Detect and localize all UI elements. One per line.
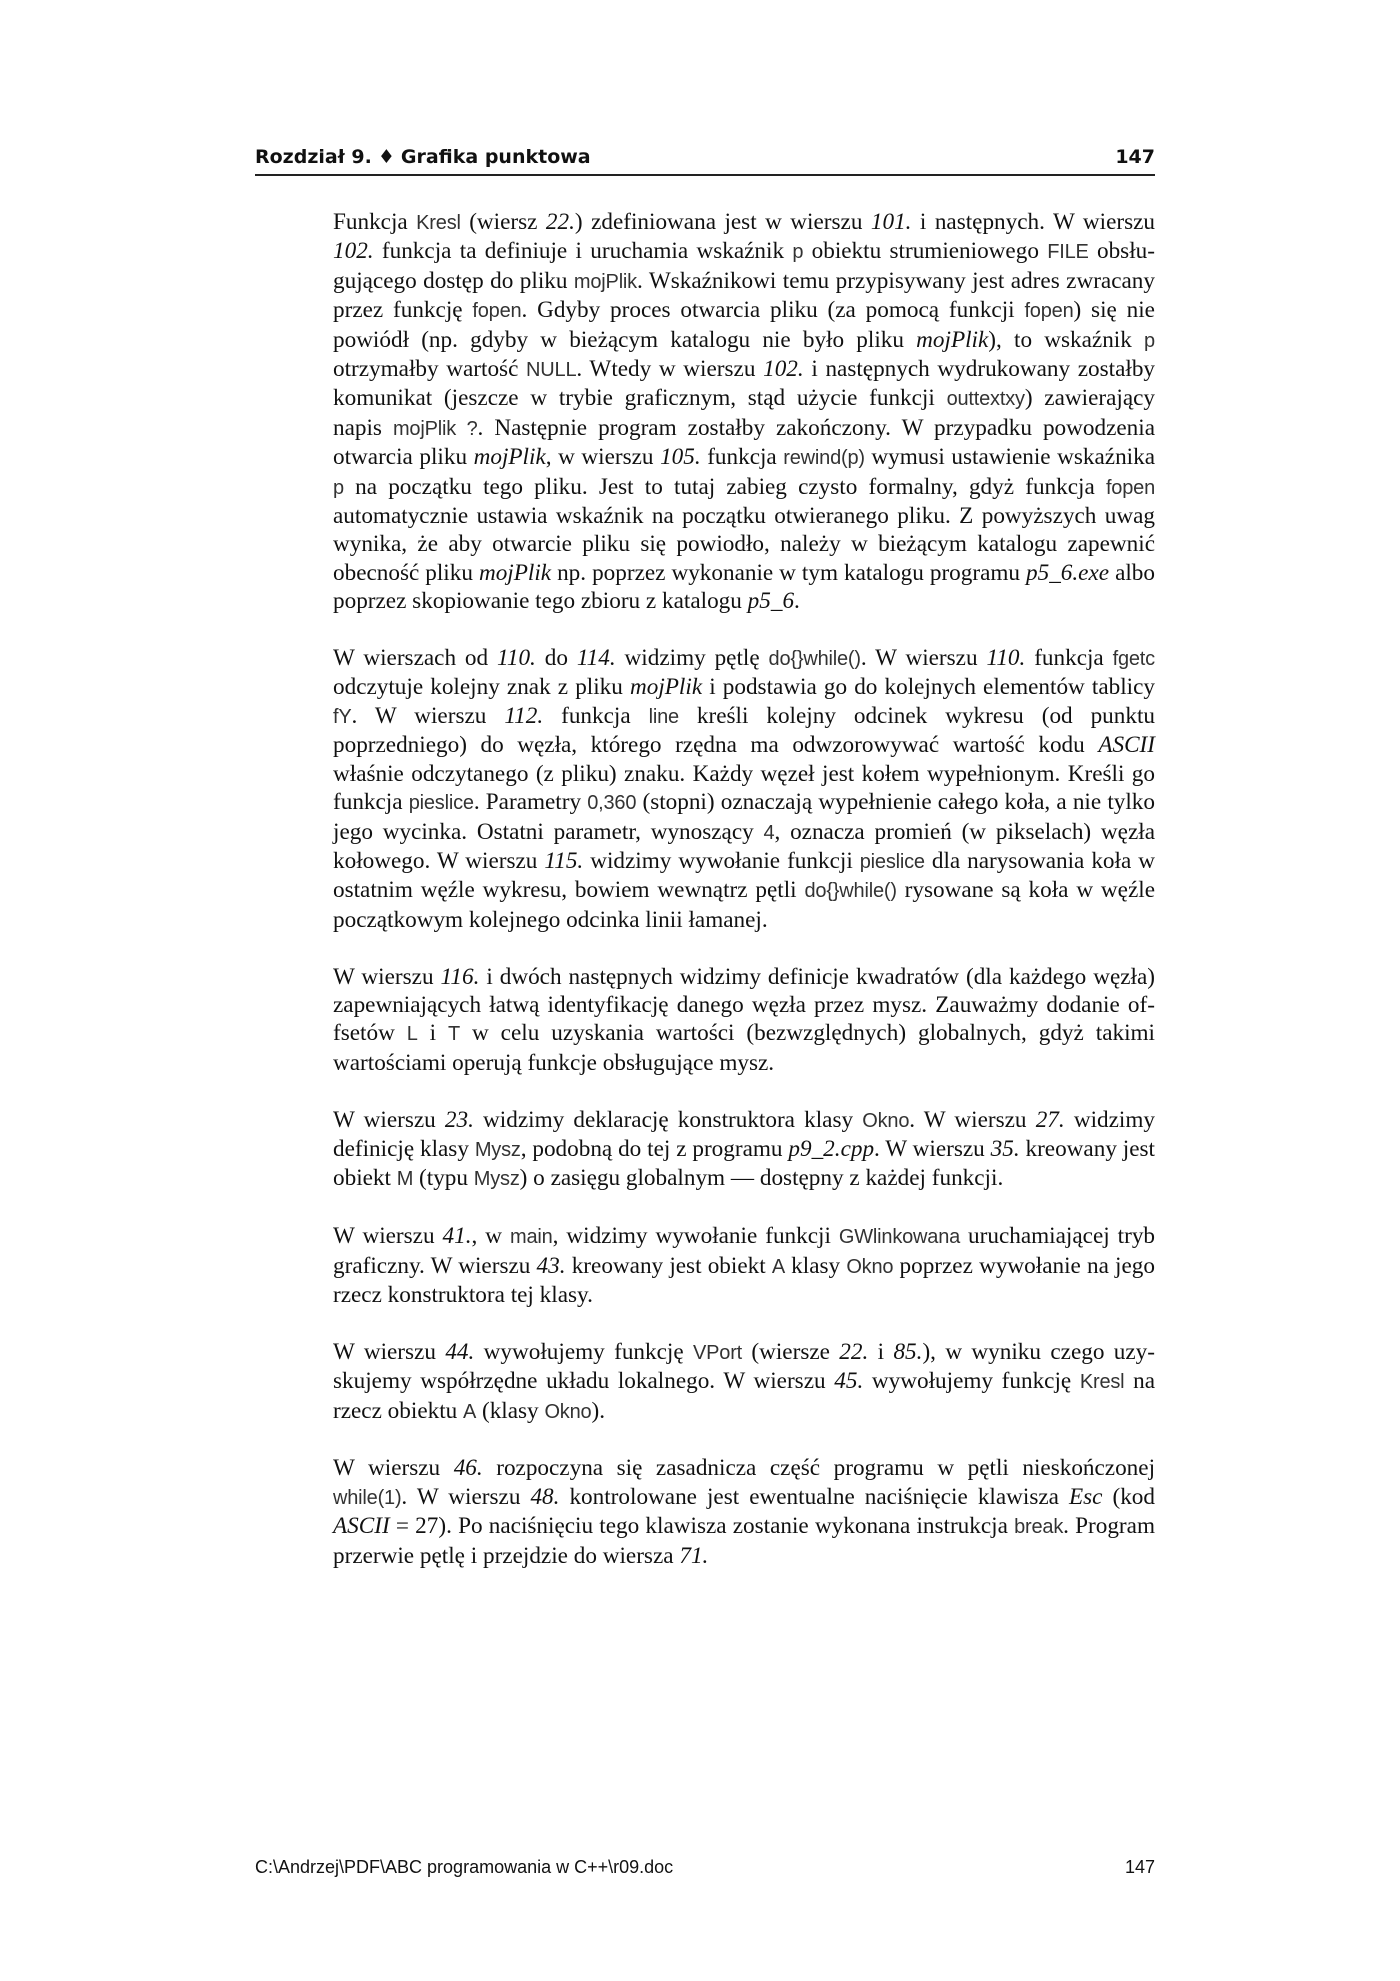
italic-term: p5_6.exe — [1026, 559, 1110, 586]
italic-term: 101. — [870, 209, 912, 235]
text-run: kontrolowane jest ewentualne naciśnięcie klawisza — [559, 1483, 1069, 1510]
text-run: do — [535, 645, 577, 672]
text-run: widzimy wywołanie funkcji — [583, 847, 860, 874]
text-run: ) zawierający napis — [333, 385, 1155, 441]
text-run: wywołujemy funkcję — [474, 1338, 693, 1365]
text-run: wymusi ustawienie wskaźnika — [864, 444, 1155, 471]
text-run: odczytuje kolejny znak z pliku — [333, 674, 630, 701]
text-run: funkcja — [543, 702, 649, 729]
text-run: ). — [591, 1397, 605, 1424]
code-term: NULL — [526, 359, 577, 382]
italic-term: 110. — [986, 645, 1026, 672]
italic-term: 112. — [504, 702, 544, 729]
text-run: . W wierszu — [351, 702, 505, 729]
text-run: otrzymałby wartość — [333, 356, 527, 383]
code-term: Kresl — [1079, 1371, 1125, 1394]
text-run: dla narysowania koła w ostatnim węźle wykresu, bowiem wewnątrz pętli — [333, 847, 1155, 904]
text-run: widzimy deklarację konstruktora klasy — [473, 1106, 863, 1133]
italic-term: ASCII — [333, 1513, 390, 1540]
text-run: . Wskaźnikowi temu przypisywany jest adres zwracany przez funkcję — [333, 267, 1155, 324]
text-run: i dwóch następnych widzimy definicje kwadratów (dla każdego węzła) zapewniających łatwą identyfikację danego węzła przez mysz. Zauważmy dodanie offsetów — [333, 963, 1155, 1047]
text-run: uruchamiającej tryb graficzny. W wierszu — [333, 1223, 1156, 1279]
code-term: fY — [333, 705, 352, 728]
running-header — [255, 146, 1155, 174]
text-run: w celu uzyskania wartości (bezwzględnych) globalnych, gdyż takimi wartościami operują funkcje obsługujące mysz. — [333, 1020, 1155, 1076]
italic-term: 85. — [893, 1338, 923, 1365]
text-run: wywołujemy funkcję — [863, 1368, 1080, 1395]
code-term: p — [333, 476, 344, 499]
text-run: W wierszu — [333, 1338, 446, 1365]
italic-term: 115. — [544, 847, 584, 874]
code-term: Okno — [846, 1255, 894, 1278]
text-run: i — [868, 1338, 894, 1365]
italic-term: 45. — [834, 1368, 864, 1395]
text-run: . W wierszu — [909, 1106, 1036, 1133]
text-run: rysowane są koła w węźle początkowym kolejnego odcinka linii łamanej. — [333, 877, 1155, 933]
text-run: , podobną do tej z programu — [520, 1135, 789, 1162]
code-term: L — [406, 1023, 418, 1046]
text-run: = 27). Po naciśnięciu tego klawisza zostanie wykonana instrukcja — [389, 1513, 1015, 1540]
italic-term: p5_6 — [747, 588, 795, 615]
text-run: ), to wskaźnik — [988, 326, 1145, 353]
paragraph — [333, 1454, 1155, 1570]
text-run: i następnych. W wierszu — [911, 209, 1155, 235]
text-run: (wiersze — [742, 1338, 840, 1365]
code-term: fgetc — [1112, 648, 1155, 671]
italic-term: 105. — [660, 444, 701, 471]
italic-term: mojPlik — [478, 559, 552, 586]
text-run: W wierszu — [333, 1223, 443, 1250]
text-run: rozpoczyna się zasadnicza część programu w pętli nieskończonej — [482, 1455, 1156, 1482]
text-run: obsługującego dostęp do pliku — [333, 238, 1155, 294]
diamond-icon: ♦ — [377, 146, 395, 168]
text-run: na rzecz obiektu — [333, 1368, 1155, 1424]
code-term: Okno — [544, 1400, 592, 1423]
text-run: W wierszach od — [333, 645, 497, 672]
italic-term: 27. — [1035, 1106, 1065, 1133]
text-run: W wierszu — [333, 1106, 445, 1133]
text-run: funkcja ta definiuje i uruchamia wskaźnik — [373, 238, 793, 265]
text-run: . Wtedy w wierszu — [576, 356, 764, 383]
code-term: GWlinkowana — [838, 1226, 961, 1249]
italic-term: 43. — [536, 1252, 566, 1279]
code-term: A — [771, 1255, 785, 1278]
text-run: Funkcja — [333, 209, 417, 235]
text-run: (wiersz — [460, 209, 546, 235]
text-run: poprzez wywołanie na jego rzecz konstruktora tej klasy. — [333, 1252, 1155, 1308]
text-run: ) o zasięgu globalnym — dostępny z każdej funkcji. — [519, 1165, 1004, 1192]
text-run: W wierszu — [333, 1455, 454, 1482]
code-term: do{}while() — [768, 648, 861, 671]
text-run: i — [417, 1020, 449, 1047]
text-run: , widzimy wywołanie funkcji — [552, 1223, 839, 1250]
text-run: widzimy pętlę — [615, 645, 769, 672]
italic-term: 116. — [440, 963, 480, 990]
code-term: while(1) — [333, 1486, 402, 1509]
text-run: obiektu strumieniowego — [803, 238, 1048, 265]
italic-term: 23. — [444, 1106, 474, 1133]
code-term: Okno — [862, 1109, 910, 1132]
italic-term: Esc — [1068, 1483, 1103, 1510]
text-run: na początku tego pliku. Jest to tutaj zabieg czysto formalny, gdyż funkcja — [343, 473, 1106, 500]
header-page-number: 147 — [1115, 146, 1155, 168]
chapter-label: Rozdział 9. — [255, 146, 372, 168]
text-run: ) zdefiniowana jest w wierszu — [574, 209, 871, 235]
text-run: kreśli kolejny odcinek wykresu (od punktu poprzedniego) do węzła, którego rzędna ma odwzorowywać wartość kodu — [333, 702, 1155, 759]
code-term: pieslice — [408, 792, 474, 815]
paragraph — [333, 208, 1155, 616]
text-run: (stopni) oznaczają wypełnienie całego koła, a nie tylko jego wycinka. Ostatni parametr, wynoszący — [333, 789, 1155, 845]
italic-term: 102. — [763, 356, 804, 383]
text-run: i następnych wydrukowany zostałby komunikat (jeszcze w trybie graficznym, stąd użycie funkcji — [333, 356, 1156, 412]
text-run: (klasy — [476, 1397, 545, 1424]
code-term: Kresl — [416, 212, 461, 234]
italic-term: mojPlik — [916, 326, 989, 353]
text-run: klasy — [785, 1252, 847, 1279]
header-rule — [255, 174, 1155, 176]
text-run: (kod — [1102, 1483, 1155, 1510]
text-run: W wierszu — [333, 963, 441, 990]
text-run: . Program przerwie pętlę i przejdzie do wiersza — [333, 1513, 1155, 1569]
code-term: outtextxy — [946, 388, 1025, 411]
footer-page-number: 147 — [1124, 1857, 1155, 1877]
text-run: , oznacza promień (w pikselach) węzła kołowego. W wierszu — [333, 818, 1155, 874]
text-run: . W wierszu — [401, 1483, 531, 1510]
code-term: mojPlik — [573, 270, 637, 293]
paragraph — [333, 1106, 1155, 1194]
code-term: 4 — [763, 821, 775, 844]
code-term: Mysz — [474, 1138, 521, 1161]
text-run: funkcja — [700, 444, 784, 471]
italic-term: p9_2.cpp — [788, 1135, 875, 1162]
section-title: Grafika punktowa — [400, 146, 591, 168]
code-term: pieslice — [859, 850, 925, 873]
text-run: albo poprzez skopiowanie tego zbioru z katalogu — [333, 559, 1155, 615]
code-term: FILE — [1047, 241, 1089, 264]
code-term: break — [1014, 1516, 1064, 1539]
code-term: M — [396, 1168, 414, 1191]
footer-file-path: C:\Andrzej\PDF\ABC programowania w C++\r09.doc — [255, 1857, 674, 1877]
italic-term: 22. — [839, 1338, 869, 1365]
italic-term: mojPlik — [629, 674, 703, 701]
code-term: main — [510, 1226, 553, 1249]
italic-term: 35. — [990, 1135, 1020, 1162]
text-run: automatycznie ustawia wskaźnik na początku otwieranego pliku. Z powyższych uwag wynika, że aby otwarcie pliku się powiodło, należy w bieżącym katalogu zapewnić obecność pliku — [333, 503, 1155, 586]
code-term: Mysz — [473, 1168, 520, 1191]
italic-term: 22. — [545, 209, 575, 235]
text-run: funkcja — [1025, 645, 1113, 672]
text-run: kreowany jest obiekt — [565, 1252, 772, 1279]
header-chapter-block — [255, 146, 591, 168]
text-run: kreowany jest obiekt — [333, 1135, 1155, 1192]
italic-term: 114. — [576, 645, 616, 672]
text-run: . — [794, 588, 800, 615]
text-run: i podstawia go do kolejnych elementów tablicy — [702, 674, 1155, 701]
text-run: . W wierszu — [874, 1135, 991, 1162]
italic-term: ASCII — [1098, 732, 1155, 759]
text-run: , w — [471, 1223, 511, 1250]
text-run: . Gdyby proces otwarcia pliku (za pomocą funkcji — [521, 297, 1025, 324]
code-term: VPort — [693, 1341, 743, 1364]
italic-term: 46. — [453, 1455, 483, 1482]
code-term: fopen — [1024, 300, 1074, 323]
paragraph — [333, 1222, 1155, 1309]
text-run: (typu — [413, 1165, 474, 1192]
code-term: mojPlik ? — [392, 417, 478, 440]
code-term: line — [648, 705, 679, 728]
code-term: A — [463, 1400, 477, 1423]
code-term: p — [1144, 329, 1155, 352]
italic-term: 102. — [333, 238, 374, 265]
page-body — [333, 208, 1155, 1598]
italic-term: 48. — [530, 1483, 560, 1510]
text-run: , w wierszu — [545, 444, 661, 471]
code-term: 0,360 — [587, 792, 637, 815]
text-run: np. poprzez wykonanie w tym katalogu programu — [551, 559, 1026, 586]
text-run: ), w wyniku czego uzyskujemy współrzędne układu lokalnego. W wierszu — [333, 1338, 1155, 1395]
code-term: do{}while() — [804, 880, 897, 903]
code-term: fopen — [1105, 476, 1155, 499]
italic-term: 71. — [679, 1542, 709, 1569]
text-run: . Następnie program zostałby zakończony. W przypadku powodzenia otwarcia pliku — [333, 414, 1155, 471]
text-run: . W wierszu — [860, 645, 987, 672]
paragraph — [333, 644, 1155, 934]
paragraph — [333, 963, 1155, 1078]
code-term: rewind(p) — [783, 447, 865, 470]
text-run: właśnie odczytanego (z pliku) znaku. Każdy węzeł jest kołem wypełnionym. Kreśli go funkcja — [333, 760, 1155, 816]
text-run: widzimy definicję klasy — [333, 1106, 1155, 1162]
italic-term: mojPlik — [473, 444, 546, 471]
paragraph — [333, 1338, 1155, 1426]
code-term: p — [792, 241, 804, 264]
code-term: T — [448, 1023, 461, 1046]
italic-term: 44. — [445, 1338, 475, 1365]
text-run: . Parametry — [473, 789, 588, 816]
code-term: fopen — [472, 300, 522, 323]
text-run: ) się nie powiódł (np. gdyby w bieżącym katalogu nie było pliku — [333, 297, 1155, 353]
italic-term: 110. — [497, 645, 536, 672]
italic-term: 41. — [442, 1223, 472, 1250]
